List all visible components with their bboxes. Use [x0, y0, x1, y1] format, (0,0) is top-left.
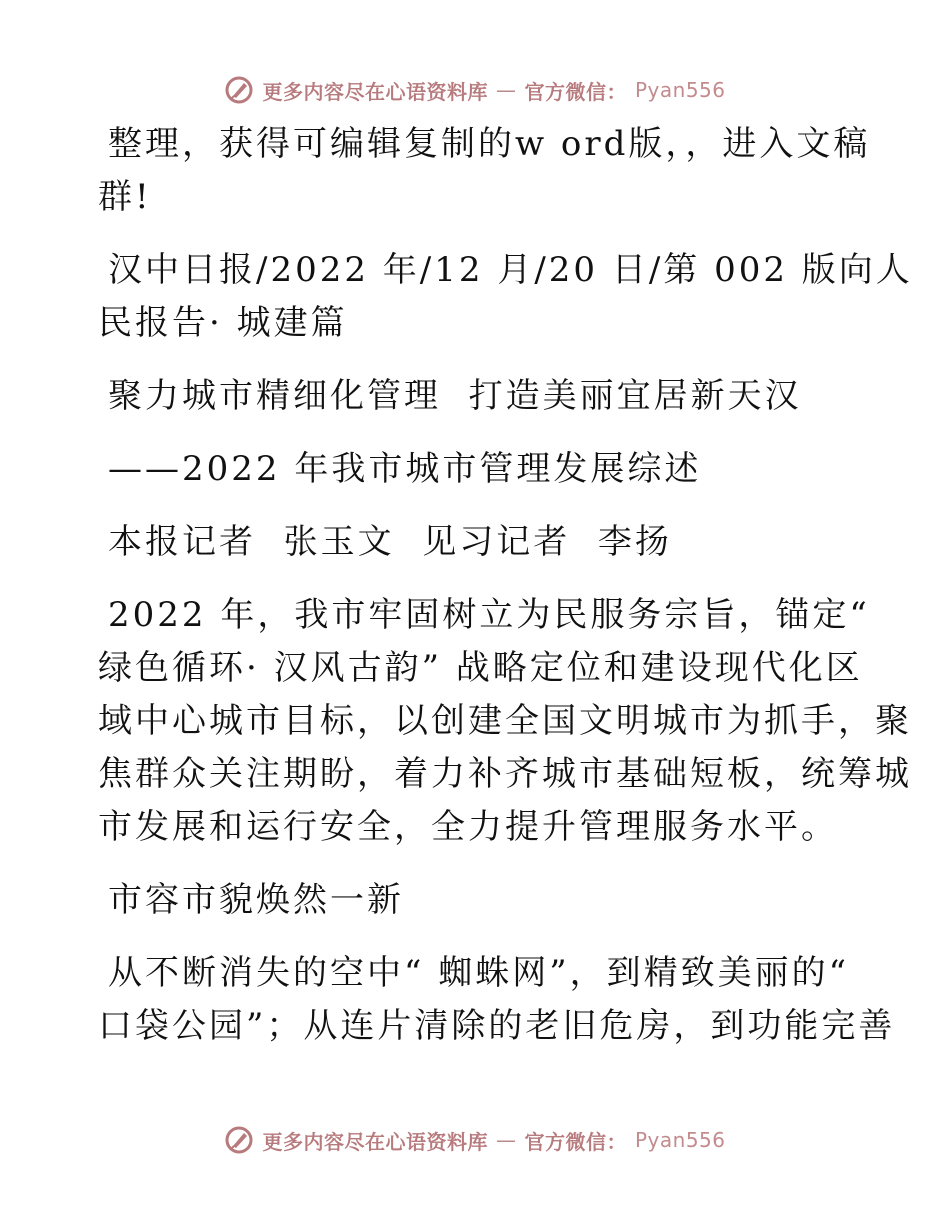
article-subtitle: ——2022 年我市城市管理发展综述 — [108, 449, 702, 489]
paragraph-line: 市发展和运行安全，全力提升管理服务水平。 — [98, 807, 838, 847]
paragraph-line: 焦群众关注期盼，着力补齐城市基础短板，统筹城 — [98, 754, 912, 794]
watermark-separator: — — [495, 78, 517, 102]
watermark-text: 更多内容尽在心语资料库 — [262, 1129, 488, 1154]
quill-pen-logo-icon — [224, 75, 254, 105]
watermark-text: 更多内容尽在心语资料库 — [262, 79, 488, 104]
watermark-wechat-label: 官方微信： — [524, 79, 627, 104]
watermark-wechat-id: Pyan556 — [634, 78, 726, 102]
intro-line-2: 群! — [98, 177, 152, 217]
article-title: 聚力城市精细化管理 打造美丽宜居新天汉 — [108, 376, 802, 416]
paragraph-line: 2022 年，我市牢固树立为民服务宗旨，锚定“ — [108, 595, 870, 635]
paragraph-line: 域中心城市目标，以创建全国文明城市为抓手，聚 — [98, 701, 912, 741]
quill-pen-logo-icon — [224, 1125, 254, 1155]
paragraph-line: 口袋公园”；从连片清除的老旧危房，到功能完善 — [98, 1006, 896, 1046]
watermark-separator: — — [495, 1128, 517, 1152]
article-byline: 本报记者 张玉文 见习记者 李扬 — [108, 522, 672, 562]
watermark-wechat-id: Pyan556 — [634, 1128, 726, 1152]
paragraph-line: 绿色循环· 汉风古韵” 战略定位和建设现代化区 — [98, 648, 863, 688]
source-line-1: 汉中日报/2022 年/12 月/20 日/第 002 版向人 — [108, 250, 913, 290]
paragraph-line: 从不断消失的空中“ 蜘蛛网”，到精致美丽的“ — [108, 953, 849, 993]
source-line-2: 民报告· 城建篇 — [98, 303, 348, 343]
watermark-wechat-label: 官方微信： — [524, 1129, 627, 1154]
header-watermark — [0, 70, 950, 110]
footer-watermark — [0, 1120, 950, 1160]
intro-line-1: 整理，获得可编辑复制的w ord版，，进入文稿 — [108, 124, 871, 164]
section-heading: 市容市貌焕然一新 — [108, 880, 404, 920]
document-body — [98, 118, 913, 1053]
